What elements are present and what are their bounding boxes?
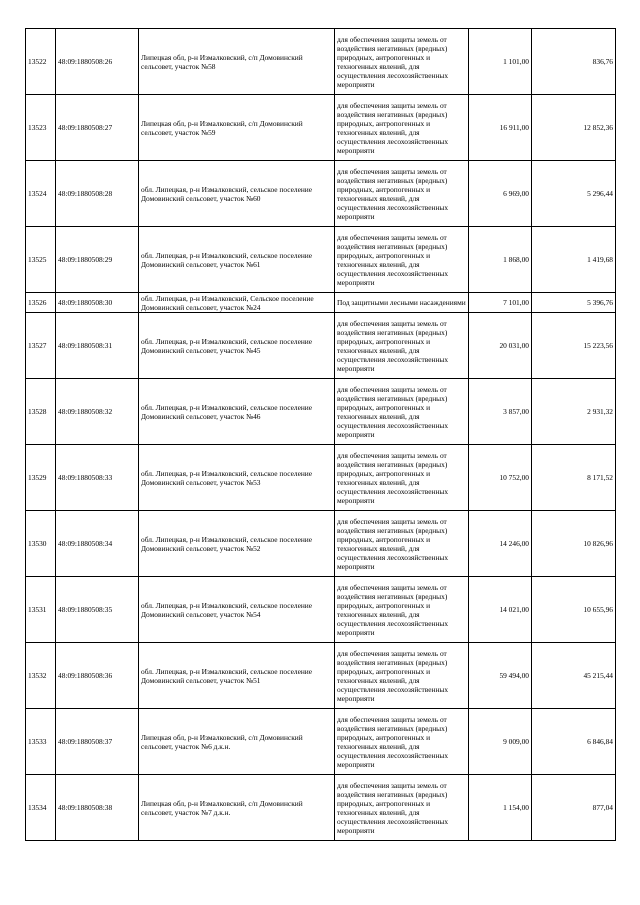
address-cell: обл. Липецкая, р-н Измалковский, сельское поселение Домовинский сельсовет, участок №60 (139, 161, 335, 227)
cadastral-number-cell: 48:09:1880508:36 (56, 643, 139, 709)
cadastral-number-cell: 48:09:1880508:27 (56, 95, 139, 161)
cadastral-number-cell: 48:09:1880508:33 (56, 445, 139, 511)
address-cell: обл. Липецкая, р-н Измалковский, сельское поселение Домовинский сельсовет, участок №54 (139, 577, 335, 643)
area-cell: 16 911,00 (469, 95, 532, 161)
table-row (26, 709, 616, 775)
cadastral-number-cell: 48:09:1880508:32 (56, 379, 139, 445)
value-cell: 8 171,52 (532, 445, 616, 511)
cadastral-number-cell: 48:09:1880508:34 (56, 511, 139, 577)
table-row (26, 293, 616, 313)
land-use-cell: для обеспечения защиты земель от воздействия негативных (вредных) природных, антропогенных и техногенных явлений, для осуществления лесохозяйственных мероприяти (335, 313, 469, 379)
address-cell: обл. Липецкая, р-н Измалковский, сельское поселение Домовинский сельсовет, участок №61 (139, 227, 335, 293)
cadastral-number-cell: 48:09:1880508:31 (56, 313, 139, 379)
value-cell: 6 846,84 (532, 709, 616, 775)
table-row (26, 511, 616, 577)
table-row (26, 227, 616, 293)
table-row (26, 445, 616, 511)
address-cell: Липецкая обл, р-н Измалковский, с/п Домовинский сельсовет, участок №7 д.к.н. (139, 775, 335, 841)
value-cell: 5 396,76 (532, 293, 616, 313)
row-number-cell: 13531 (26, 577, 56, 643)
row-number-cell: 13529 (26, 445, 56, 511)
table-row (26, 161, 616, 227)
table-body (26, 29, 616, 841)
value-cell: 12 852,36 (532, 95, 616, 161)
value-cell: 836,76 (532, 29, 616, 95)
value-cell: 5 296,44 (532, 161, 616, 227)
area-cell: 14 246,00 (469, 511, 532, 577)
area-cell: 3 857,00 (469, 379, 532, 445)
land-use-cell: для обеспечения защиты земель от воздействия негативных (вредных) природных, антропогенных и техногенных явлений, для осуществления лесохозяйственных мероприяти (335, 577, 469, 643)
value-cell: 10 655,96 (532, 577, 616, 643)
value-cell: 877,04 (532, 775, 616, 841)
area-cell: 7 101,00 (469, 293, 532, 313)
land-use-cell: для обеспечения защиты земель от воздействия негативных (вредных) природных, антропогенных и техногенных явлений, для осуществления лесохозяйственных мероприяти (335, 445, 469, 511)
table-row (26, 95, 616, 161)
value-cell: 2 931,32 (532, 379, 616, 445)
address-cell: обл. Липецкая, р-н Измалковский, сельское поселение Домовинский сельсовет, участок №46 (139, 379, 335, 445)
area-cell: 10 752,00 (469, 445, 532, 511)
value-cell: 45 215,44 (532, 643, 616, 709)
row-number-cell: 13524 (26, 161, 56, 227)
land-use-cell: для обеспечения защиты земель от воздействия негативных (вредных) природных, антропогенных и техногенных явлений, для осуществления лесохозяйственных мероприяти (335, 379, 469, 445)
land-use-cell: для обеспечения защиты земель от воздействия негативных (вредных) природных, антропогенных и техногенных явлений, для осуществления лесохозяйственных мероприяти (335, 227, 469, 293)
area-cell: 1 101,00 (469, 29, 532, 95)
row-number-cell: 13528 (26, 379, 56, 445)
row-number-cell: 13530 (26, 511, 56, 577)
land-plots-table (25, 28, 616, 841)
value-cell: 10 826,96 (532, 511, 616, 577)
table-row (26, 775, 616, 841)
land-use-cell: для обеспечения защиты земель от воздействия негативных (вредных) природных, антропогенных и техногенных явлений, для осуществления лесохозяйственных мероприяти (335, 29, 469, 95)
table-row (26, 313, 616, 379)
value-cell: 1 419,68 (532, 227, 616, 293)
land-use-cell: для обеспечения защиты земель от воздействия негативных (вредных) природных, антропогенных и техногенных явлений, для осуществления лесохозяйственных мероприяти (335, 511, 469, 577)
row-number-cell: 13533 (26, 709, 56, 775)
address-cell: обл. Липецкая, р-н Измалковский, сельское поселение Домовинский сельсовет, участок №53 (139, 445, 335, 511)
area-cell: 6 969,00 (469, 161, 532, 227)
cadastral-number-cell: 48:09:1880508:38 (56, 775, 139, 841)
cadastral-number-cell: 48:09:1880508:35 (56, 577, 139, 643)
cadastral-number-cell: 48:09:1880508:30 (56, 293, 139, 313)
row-number-cell: 13523 (26, 95, 56, 161)
area-cell: 1 154,00 (469, 775, 532, 841)
land-use-cell: Под защитными лесными насаждениями (335, 293, 469, 313)
land-use-cell: для обеспечения защиты земель от воздействия негативных (вредных) природных, антропогенных и техногенных явлений, для осуществления лесохозяйственных мероприяти (335, 775, 469, 841)
land-use-cell: для обеспечения защиты земель от воздействия негативных (вредных) природных, антропогенных и техногенных явлений, для осуществления лесохозяйственных мероприяти (335, 161, 469, 227)
area-cell: 1 868,00 (469, 227, 532, 293)
table-row (26, 29, 616, 95)
address-cell: Липецкая обл, р-н Измалковский, с/п Домовинский сельсовет, участок №58 (139, 29, 335, 95)
address-cell: обл. Липецкая, р-н Измалковский, сельское поселение Домовинский сельсовет, участок №52 (139, 511, 335, 577)
area-cell: 59 494,00 (469, 643, 532, 709)
cadastral-number-cell: 48:09:1880508:29 (56, 227, 139, 293)
address-cell: Липецкая обл, р-н Измалковский, с/п Домовинский сельсовет, участок №6 д.к.н. (139, 709, 335, 775)
address-cell: Липецкая обл, р-н Измалковский, с/п Домовинский сельсовет, участок №59 (139, 95, 335, 161)
land-use-cell: для обеспечения защиты земель от воздействия негативных (вредных) природных, антропогенных и техногенных явлений, для осуществления лесохозяйственных мероприяти (335, 709, 469, 775)
address-cell: обл. Липецкая, р-н Измалковский, Сельское поселение Домовинский сельсовет, участок №24 (139, 293, 335, 313)
table-row (26, 643, 616, 709)
area-cell: 20 031,00 (469, 313, 532, 379)
row-number-cell: 13526 (26, 293, 56, 313)
row-number-cell: 13532 (26, 643, 56, 709)
area-cell: 9 009,00 (469, 709, 532, 775)
table-row (26, 379, 616, 445)
address-cell: обл. Липецкая, р-н Измалковский, сельское поселение Домовинский сельсовет, участок №51 (139, 643, 335, 709)
row-number-cell: 13522 (26, 29, 56, 95)
address-cell: обл. Липецкая, р-н Измалковский, сельское поселение Домовинский сельсовет, участок №45 (139, 313, 335, 379)
table-row (26, 577, 616, 643)
row-number-cell: 13525 (26, 227, 56, 293)
cadastral-number-cell: 48:09:1880508:26 (56, 29, 139, 95)
cadastral-number-cell: 48:09:1880508:28 (56, 161, 139, 227)
land-use-cell: для обеспечения защиты земель от воздействия негативных (вредных) природных, антропогенных и техногенных явлений, для осуществления лесохозяйственных мероприяти (335, 643, 469, 709)
row-number-cell: 13527 (26, 313, 56, 379)
row-number-cell: 13534 (26, 775, 56, 841)
land-use-cell: для обеспечения защиты земель от воздействия негативных (вредных) природных, антропогенных и техногенных явлений, для осуществления лесохозяйственных мероприяти (335, 95, 469, 161)
value-cell: 15 223,56 (532, 313, 616, 379)
cadastral-number-cell: 48:09:1880508:37 (56, 709, 139, 775)
area-cell: 14 021,00 (469, 577, 532, 643)
